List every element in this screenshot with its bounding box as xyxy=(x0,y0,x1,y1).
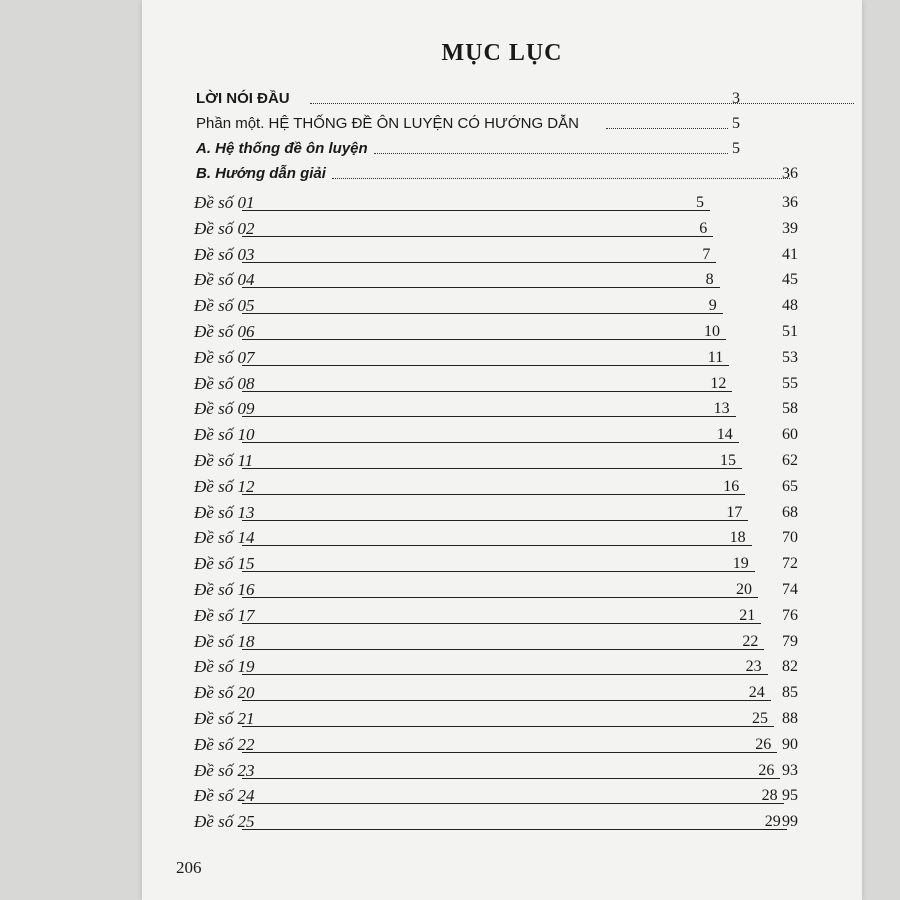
toc-de-page-solution: 36 xyxy=(782,194,798,211)
toc-de-page-problem: 23 xyxy=(745,658,762,676)
toc-de-label: Đề số 17 xyxy=(194,605,255,625)
toc-de-page-solution: 82 xyxy=(782,658,798,676)
toc-de-page-problem: 25 xyxy=(752,710,768,727)
toc-leader-line xyxy=(242,236,713,237)
toc-de-page-problem: 19 xyxy=(732,555,749,573)
toc-de-row xyxy=(142,216,862,242)
toc-de-page-problem: 13 xyxy=(713,400,730,418)
toc-de-row xyxy=(142,448,862,474)
toc-leader-line xyxy=(242,416,736,417)
toc-leader-line xyxy=(242,442,739,443)
toc-leader-line xyxy=(242,778,780,779)
toc-de-page-solution: 48 xyxy=(782,297,798,315)
toc-de-page-solution: 65 xyxy=(782,477,798,495)
toc-de-row xyxy=(142,758,862,784)
toc-de-label: Đề số 01 xyxy=(194,193,255,212)
toc-main-label: LỜI NÓI ĐẦU xyxy=(196,90,290,107)
toc-de-page-solution: 79 xyxy=(782,632,798,650)
toc-de-label: Đề số 12 xyxy=(194,476,255,496)
toc-main-row xyxy=(142,111,862,137)
toc-de-page-problem: 5 xyxy=(696,194,704,211)
toc-de-row xyxy=(142,422,862,448)
toc-de-page-problem: 9 xyxy=(708,297,717,315)
toc-de-row xyxy=(142,500,862,526)
toc-de-row xyxy=(142,293,862,319)
toc-de-label: Đề số 16 xyxy=(194,580,255,599)
toc-de-page-solution: 45 xyxy=(782,271,798,289)
toc-de-label: Đề số 15 xyxy=(194,554,255,574)
toc-de-page-problem: 17 xyxy=(726,503,743,521)
toc-de-row xyxy=(142,680,862,706)
toc-de-row xyxy=(142,525,862,551)
toc-de-row xyxy=(142,474,862,500)
toc-leader-line xyxy=(242,468,742,469)
toc-de-row xyxy=(142,242,862,268)
toc-leader-line xyxy=(242,829,787,830)
toc-leader-dots xyxy=(310,103,854,104)
toc-leader-line xyxy=(242,752,777,753)
toc-de-label: Đề số 18 xyxy=(194,631,255,651)
toc-de-label: Đề số 24 xyxy=(194,786,255,806)
toc-main-page: 5 xyxy=(732,115,740,132)
toc-de-label: Đề số 25 xyxy=(194,812,255,832)
toc-de-page-problem: 24 xyxy=(748,684,765,702)
toc-leader-line xyxy=(242,726,774,727)
toc-de-page-solution: 72 xyxy=(782,555,798,573)
toc-de-page-problem: 14 xyxy=(716,426,733,444)
toc-main-label: A. Hệ thống đề ôn luyện xyxy=(196,140,368,157)
toc-de-label: Đề số 13 xyxy=(194,502,255,522)
toc-main-label: B. Hướng dẫn giải xyxy=(196,165,326,182)
toc-leader-line xyxy=(242,313,723,314)
toc-de-row xyxy=(142,732,862,758)
toc-leader-line xyxy=(242,649,764,650)
toc-de-page-solution: 99 xyxy=(782,813,798,831)
toc-de-label: Đề số 11 xyxy=(194,451,254,470)
toc-leader-line xyxy=(242,674,768,675)
toc-de-page-solution: 39 xyxy=(782,219,798,237)
toc-de-row xyxy=(142,654,862,680)
toc-de-page-solution: 88 xyxy=(782,710,798,727)
page-number: 206 xyxy=(176,858,202,877)
toc-leader-line xyxy=(242,494,745,495)
toc-de-label: Đề số 02 xyxy=(194,218,255,238)
toc-de-row xyxy=(142,267,862,293)
toc-de-page-solution: 70 xyxy=(782,529,798,547)
document-page xyxy=(142,0,862,900)
toc-leader-line xyxy=(242,365,729,366)
toc-de-label: Đề số 06 xyxy=(194,322,255,341)
toc-de-label: Đề số 14 xyxy=(194,528,255,548)
toc-de-page-problem: 26 xyxy=(758,761,775,779)
toc-de-page-problem: 26 xyxy=(755,735,772,753)
toc-de-page-problem: 21 xyxy=(739,606,756,624)
toc-main-label: Phần một. HỆ THỐNG ĐỀ ÔN LUYỆN CÓ HƯỚNG DẪN xyxy=(196,115,579,132)
toc-de-page-solution: 41 xyxy=(782,245,798,263)
page-title: MỤC LỤC xyxy=(441,40,563,66)
toc-de-label: Đề số 20 xyxy=(194,683,255,703)
toc-de-row xyxy=(142,190,862,216)
toc-de-page-solution: 68 xyxy=(782,503,798,521)
toc-leader-line xyxy=(242,597,758,598)
toc-leader-line xyxy=(242,803,784,804)
toc-de-page-solution: 62 xyxy=(782,452,798,469)
toc-main-page: 5 xyxy=(732,140,740,157)
toc-de-page-problem: 6 xyxy=(699,219,708,237)
toc-de-page-solution: 51 xyxy=(782,323,798,340)
toc-de-page-problem: 22 xyxy=(742,632,759,650)
toc-de-label: Đề số 10 xyxy=(194,425,255,445)
toc-leader-line xyxy=(242,520,748,521)
toc-main-page: 3 xyxy=(732,90,740,107)
toc-de-page-solution: 76 xyxy=(782,606,798,624)
toc-de-row xyxy=(142,371,862,397)
toc-de-page-problem: 8 xyxy=(705,271,714,289)
toc-de-page-solution: 95 xyxy=(782,787,798,805)
toc-leader-line xyxy=(242,339,726,340)
toc-de-row xyxy=(142,577,862,603)
toc-leader-line xyxy=(242,623,761,624)
toc-de-row xyxy=(142,603,862,629)
toc-de-row xyxy=(142,783,862,809)
toc-de-page-solution: 93 xyxy=(782,761,798,779)
toc-de-row xyxy=(142,345,862,371)
toc-de-page-solution: 53 xyxy=(782,348,798,366)
toc-de-label: Đề số 22 xyxy=(194,734,255,754)
toc-de-label: Đề số 23 xyxy=(194,760,255,780)
toc-leader-line xyxy=(242,391,732,392)
toc-de-label: Đề số 08 xyxy=(194,373,255,393)
toc-de-page-solution: 74 xyxy=(782,581,798,598)
toc-de-page-problem: 18 xyxy=(729,529,746,547)
toc-de-row xyxy=(142,809,862,835)
toc-leader-line xyxy=(242,571,755,572)
toc-de-label: Đề số 09 xyxy=(194,399,255,419)
toc-de-row xyxy=(142,629,862,655)
toc-de-page-solution: 60 xyxy=(782,426,798,444)
toc-main-row xyxy=(142,86,862,112)
toc-main-page: 36 xyxy=(782,165,798,182)
toc-leader-dots xyxy=(374,153,728,154)
toc-de-page-solution: 55 xyxy=(782,374,798,392)
toc-leader-line xyxy=(242,545,752,546)
toc-de-row xyxy=(142,551,862,577)
toc-de-page-solution: 90 xyxy=(782,735,798,753)
toc-de-page-problem: 10 xyxy=(704,323,720,340)
toc-de-label: Đề số 19 xyxy=(194,657,255,677)
toc-de-page-problem: 11 xyxy=(707,348,724,366)
toc-de-page-solution: 58 xyxy=(782,400,798,418)
toc-de-page-problem: 7 xyxy=(702,245,711,263)
toc-de-page-problem: 12 xyxy=(710,374,727,392)
toc-de-page-problem: 20 xyxy=(736,581,752,598)
toc-leader-line xyxy=(242,700,771,701)
toc-de-label: Đề số 03 xyxy=(194,244,255,264)
toc-de-row xyxy=(142,319,862,345)
toc-leader-dots xyxy=(332,178,790,179)
toc-de-page-problem: 16 xyxy=(723,477,740,495)
toc-leader-line xyxy=(242,210,710,211)
toc-leader-line xyxy=(242,287,720,288)
toc-de-page-solution: 85 xyxy=(782,684,798,702)
toc-de-label: Đề số 21 xyxy=(194,709,255,728)
toc-main-row xyxy=(142,161,862,187)
toc-de-row xyxy=(142,396,862,422)
toc-de-page-problem: 29 xyxy=(764,813,781,831)
toc-de-row xyxy=(142,706,862,732)
toc-de-label: Đề số 07 xyxy=(194,347,255,367)
toc-de-page-problem: 28 xyxy=(761,787,778,805)
toc-de-label: Đề số 05 xyxy=(194,296,255,316)
toc-leader-line xyxy=(242,262,716,263)
toc-de-label: Đề số 04 xyxy=(194,270,255,290)
toc-main-row xyxy=(142,136,862,162)
toc-de-page-problem: 15 xyxy=(720,452,736,469)
